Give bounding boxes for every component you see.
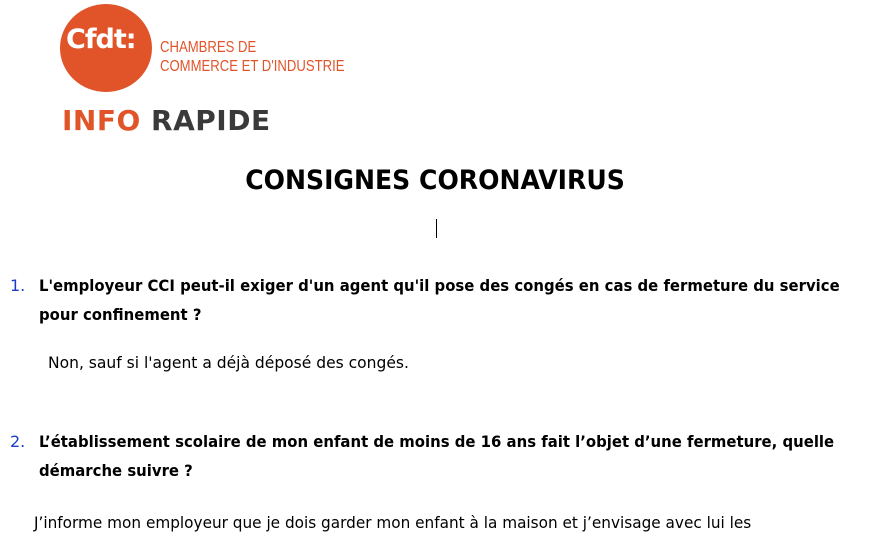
- question-1-line1: L'employeur CCI peut-il exiger d'un agent qu'il pose des congés en cas de fermeture du service: [39, 276, 840, 295]
- answer-1: Non, sauf si l'agent a déjà déposé des congés.: [48, 353, 409, 372]
- question-2-line1: L’établissement scolaire de mon enfant de moins de 16 ans fait l’objet d’une fermeture, quelle: [39, 432, 835, 451]
- logo-subtitle: [160, 38, 345, 76]
- logo-word: Cfdt:: [66, 24, 136, 55]
- page-title: CONSIGNES CORONAVIRUS: [245, 165, 625, 196]
- logo-subtitle-line2: COMMERCE ET D'INDUSTRIE: [160, 58, 345, 75]
- rapide-word: RAPIDE: [151, 104, 271, 137]
- info-word: INFO: [62, 104, 141, 137]
- list-number-2: 2.: [10, 432, 26, 451]
- question-2: [39, 427, 876, 485]
- list-number-1: 1.: [10, 276, 26, 295]
- question-2-line2: démarche suivre ?: [39, 461, 193, 480]
- logo-subtitle-line1: CHAMBRES DE: [160, 39, 257, 56]
- text-cursor: [436, 219, 437, 238]
- question-1-line2: pour confinement ?: [39, 305, 202, 324]
- question-1: [39, 271, 876, 329]
- answer-2: J’informe mon employeur que je dois garder mon enfant à la maison et j’envisage avec lui les: [34, 513, 752, 532]
- info-rapide-heading: [62, 104, 271, 138]
